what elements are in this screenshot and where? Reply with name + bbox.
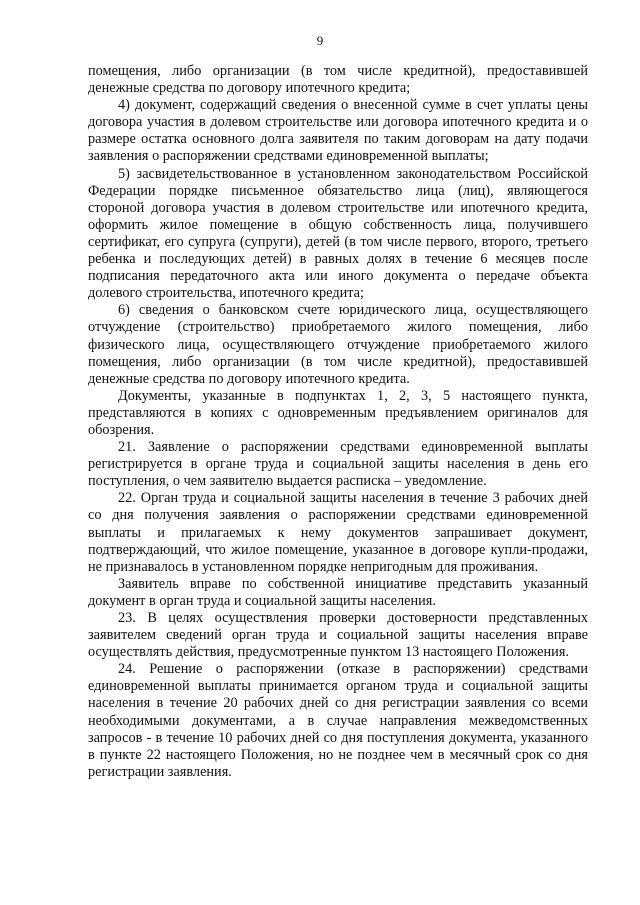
paragraph-clause-21: 21. Заявление о распоряжении средствами единовременной выплаты регистрируется в органе труда и социальной защиты населения в день его поступления, о чем заявителю выдается расписка – уведомление. xyxy=(88,439,588,490)
document-body xyxy=(88,63,588,781)
paragraph-clause-24: 24. Решение о распоряжении (отказе в распоряжении) средствами единовременной выплаты принимается органом труда и социальной защиты населения в течение 20 рабочих дней со дня регистрации заявления со всеми необходимыми документами, а в случае направления межведомственных запросов - в течение 10 рабочих дней со дня поступления документа, указанного в пункте 22 настоящего Положения, но не позднее чем в месячный срок со дня регистрации заявления. xyxy=(88,661,588,780)
paragraph-item-4: 4) документ, содержащий сведения о внесенной сумме в счет уплаты цены договора участия в долевом строительстве или договора ипотечного кредита и о размере остатка основного долга заявителя по таким договорам на дату подачи заявления о распоряжении средствами единовременной выплаты; xyxy=(88,97,588,165)
paragraph-documents-copies: Документы, указанные в подпунктах 1, 2, 3, 5 настоящего пункта, представляются в копиях с одновременным предъявлением оригиналов для обозрения. xyxy=(88,387,588,438)
paragraph-item-6: 6) сведения о банковском счете юридического лица, осуществляющего отчуждение (строительство) приобретаемого жилого помещения, либо физического лица, осуществляющего отчуждение приобретаемого жилого помещения, либо организации (в том числе кредитной), предоставившей денежные средства по договору ипотечного кредита. xyxy=(88,302,588,387)
page-number: 9 xyxy=(316,33,324,48)
paragraph-item-5: 5) засвидетельствованное в установленном законодательством Российской Федерации порядке письменное обязательство лица (лиц), являющегося стороной договора участия в долевом строительстве или ипотечного кредита, оформить жилое помещение в общую собственность лица, получившего сертификат, его супруга (супруги), детей (в том числе первого, второго, третьего ребенка и последующих детей) в равных долях в течение 6 месяцев после подписания передаточного акта или иного документа о передаче объекта долевого строительства, ипотечного кредита; xyxy=(88,165,588,302)
paragraph-clause-22: 22. Орган труда и социальной защиты населения в течение 3 рабочих дней со дня получения заявления о распоряжении средствами единовременной выплаты и прилагаемых к нему документов запрашивает документ, подтверждающий, что жилое помещение, указанное в договоре купли-продажи, не признавалось в установленном порядке непригодным для проживания. xyxy=(88,490,588,575)
paragraph-continuation: помещения, либо организации (в том числе кредитной), предоставившей денежные средства по договору ипотечного кредита; xyxy=(88,63,588,97)
paragraph-applicant-right: Заявитель вправе по собственной инициативе представить указанный документ в орган труда и социальной защиты населения. xyxy=(88,575,588,609)
paragraph-clause-23: 23. В целях осуществления проверки достоверности представленных заявителем сведений орган труда и социальной защиты населения вправе осуществлять действия, предусмотренные пунктом 13 настоящего Положения. xyxy=(88,610,588,661)
